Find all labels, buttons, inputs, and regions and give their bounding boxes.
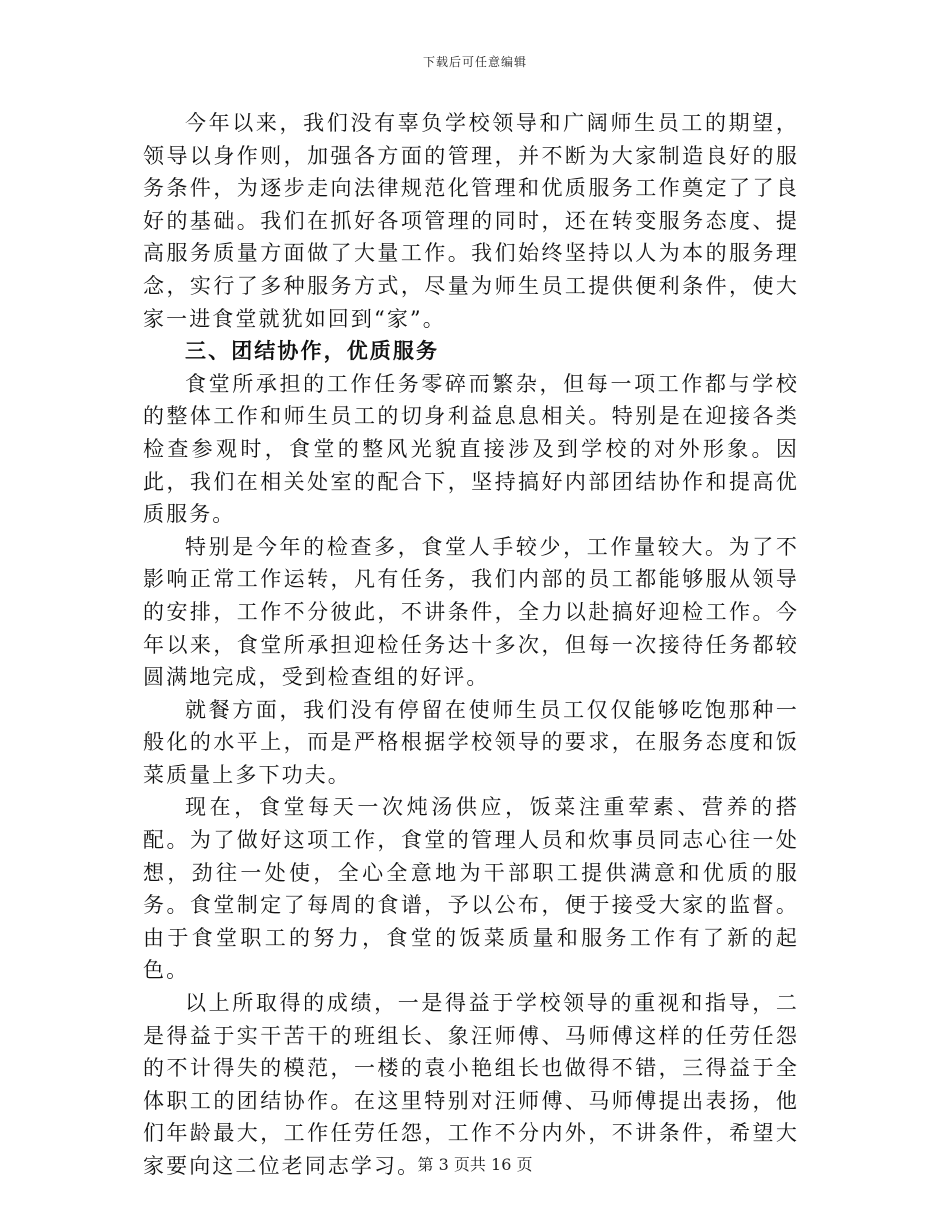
page-label-prefix: 第 <box>417 1155 434 1174</box>
paragraph-inspections: 特别是今年的检查多，食堂人手较少，工作量较大。为了不影响正常工作运转，凡有任务，我们内部的员工都能够服从领导的安排，工作不分彼此，不讲条件，全力以赴搞好迎检工作。今年以来，食堂所承担迎检任务达十多次，但每一次接待任务都较圆满地完成，受到检查组的好评。 <box>143 534 799 690</box>
paragraph-dining: 就餐方面，我们没有停留在使师生员工仅仅能够吃饱那种一般化的水平上，而是严格根据学校领导的要求，在服务态度和饭菜质量上多下功夫。 <box>143 697 799 787</box>
current-page-number: 3 <box>438 1155 449 1174</box>
page-label-mid: 页共 <box>453 1155 486 1174</box>
paragraph-teamwork: 食堂所承担的工作任务零碎而繁杂，但每一项工作都与学校的整体工作和师生员工的切身利益息息相关。特别是在迎接各类检查参观时，食堂的整风光貌直接涉及到学校的对外形象。因此，我们在相关处室的配合下，坚持搞好内部团结协作和提高优质服务。 <box>143 371 799 527</box>
page-footer <box>0 1152 950 1175</box>
paragraph-menu: 现在，食堂每天一次炖汤供应，饭菜注重荤素、营养的搭配。为了做好这项工作，食堂的管理人员和炊事员同志心往一处想，劲往一处使，全心全意地为干部职工提供满意和优质的服务。食堂制定了每周的食谱，予以公布，便于接受大家的监督。由于食堂职工的努力，食堂的饭菜质量和服务工作有了新的起色。 <box>143 795 799 983</box>
page-label-suffix: 页 <box>516 1155 533 1174</box>
paragraph-intro: 今年以来，我们没有辜负学校领导和广阔师生员工的期望，领导以身作则，加强各方面的管理，并不断为大家制造良好的服务条件，为逐步走向法律规范化管理和优质服务工作奠定了了良好的基础。我们在抓好各项管理的同时，还在转变服务态度、提高服务质量方面做了大量工作。我们始终坚持以人为本的服务理念，实行了多种服务方式，尽量为师生员工提供便利条件，使大家一进食堂就犹如回到“家”。 <box>143 111 799 331</box>
page-header: 下载后可任意编辑 <box>422 55 527 69</box>
document-body <box>143 107 799 1183</box>
section-heading: 三、团结协作，优质服务 <box>185 338 440 364</box>
paragraph-achievements: 以上所取得的成绩，一是得益于学校领导的重视和指导，二是得益于实干苦干的班组长、象汪师傅、马师傅这样的任劳任怨的不计得失的模范，一楼的袁小艳组长也做得不错，三得益于全体职工的团结协作。在这里特别对汪师傅、马师傅提出表扬，他们年龄最大，工作任劳任怨，工作不分内外，不讲条件，希望大家要向这二位老同志学习。 <box>143 991 799 1178</box>
total-pages-number: 16 <box>491 1155 512 1174</box>
